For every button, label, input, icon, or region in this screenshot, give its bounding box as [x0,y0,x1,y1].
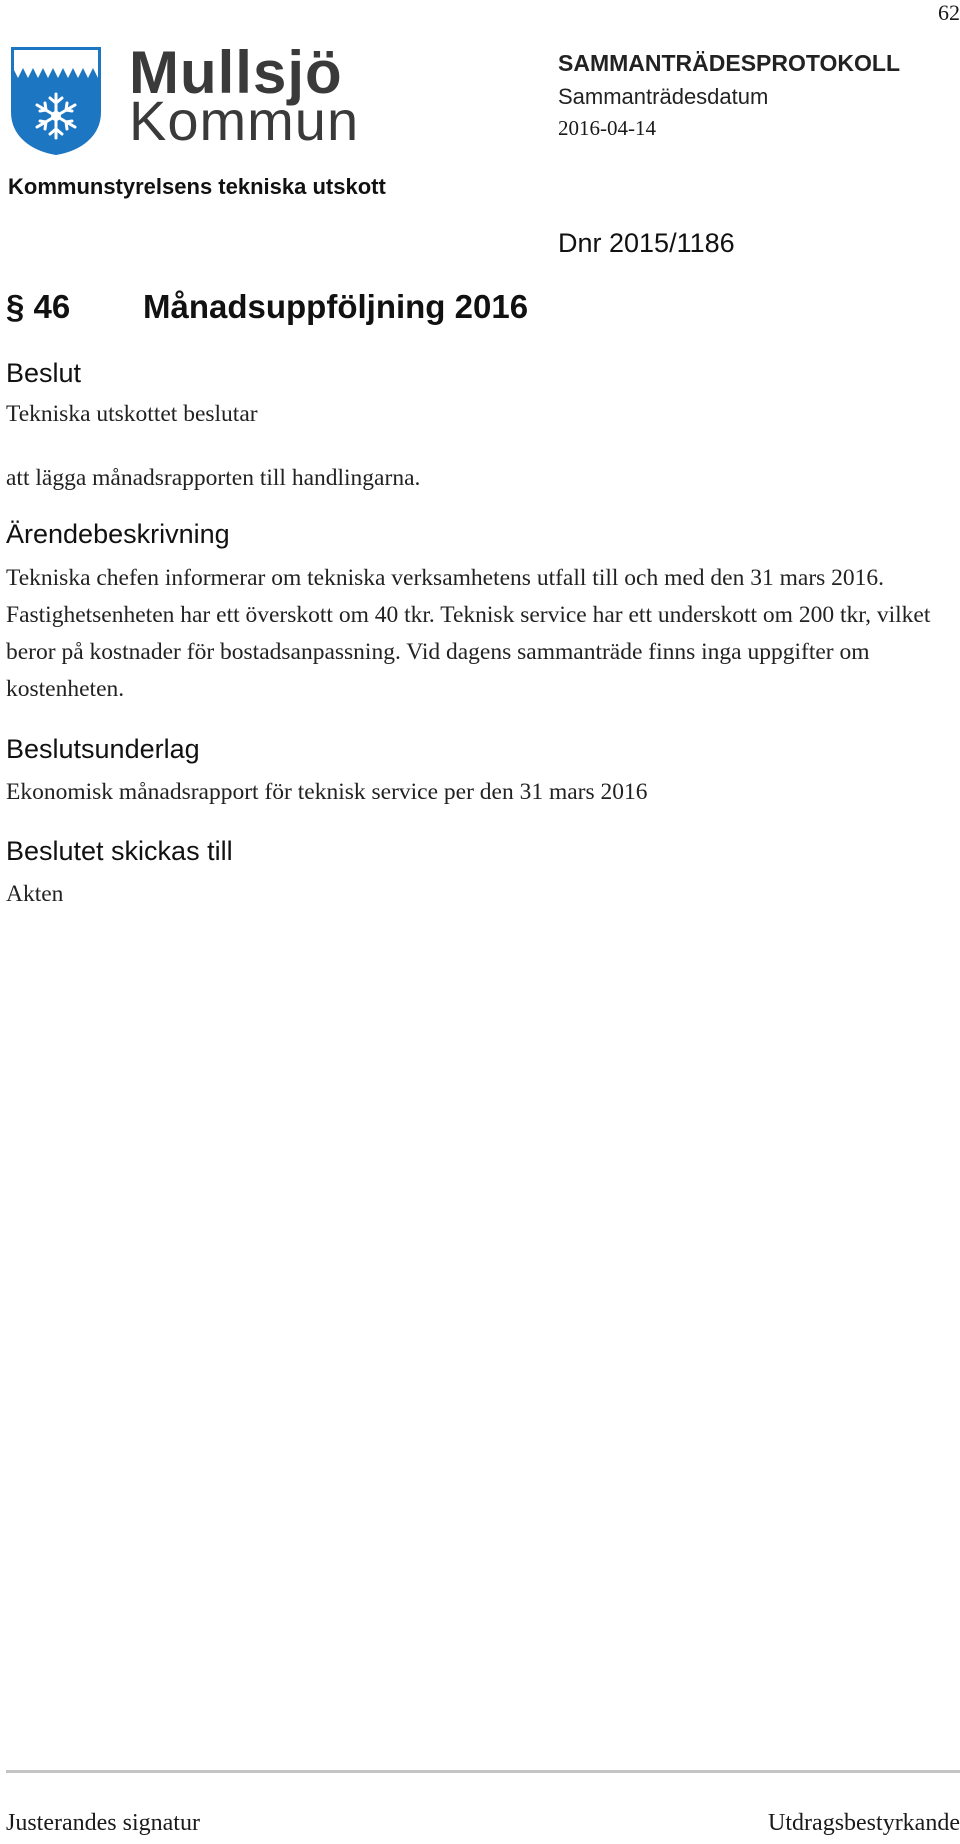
coat-of-arms-icon [8,44,104,156]
document-type: SAMMANTRÄDESPROTOKOLL [558,50,901,76]
recipients-text: Akten [6,881,64,907]
section-heading [6,288,528,326]
beslutsunderlag-heading: Beslutsunderlag [6,734,200,764]
section-title: Månadsuppföljning 2016 [143,288,529,325]
arendebeskrivning-heading: Ärendebeskrivning [6,519,230,549]
beslut-intro: Tekniska utskottet beslutar [6,401,258,427]
section-number: § 46 [6,288,71,325]
beslut-decision: att lägga månadsrapporten till handlingarna. [6,465,421,491]
beslut-heading: Beslut [6,358,82,388]
logo-wordmark-top: Mullsjö [129,39,343,106]
meeting-date-label: Sammanträdesdatum [558,84,769,109]
recipients-heading: Beslutet skickas till [6,836,233,866]
logo-wordmark-bottom: Kommun [129,89,360,152]
meeting-date: 2016-04-14 [558,116,656,140]
beslutsunderlag-text: Ekonomisk månadsrapport för teknisk service per den 31 mars 2016 [6,779,648,805]
adjuster-signature-label: Justerandes signatur [6,1810,200,1836]
page-number: 62 [938,0,960,25]
committee-name: Kommunstyrelsens tekniska utskott [8,174,386,199]
municipality-logo [8,39,360,156]
footer-divider [6,1770,960,1773]
arendebeskrivning-text: Tekniska chefen informerar om tekniska verksamhetens utfall till och med den 31 mars 2016. Fastighetsenheten har ett överskott om 40 tkr. Teknisk service har ett underskott om 200 tkr, vilket beror på kostnader för bostadsanpassning. Vid dagens sammanträde finns inga uppgifter om kostenheten. [6,565,931,702]
case-number: Dnr 2015/1186 [558,228,735,258]
extract-certification-label: Utdragsbestyrkande [768,1810,960,1836]
